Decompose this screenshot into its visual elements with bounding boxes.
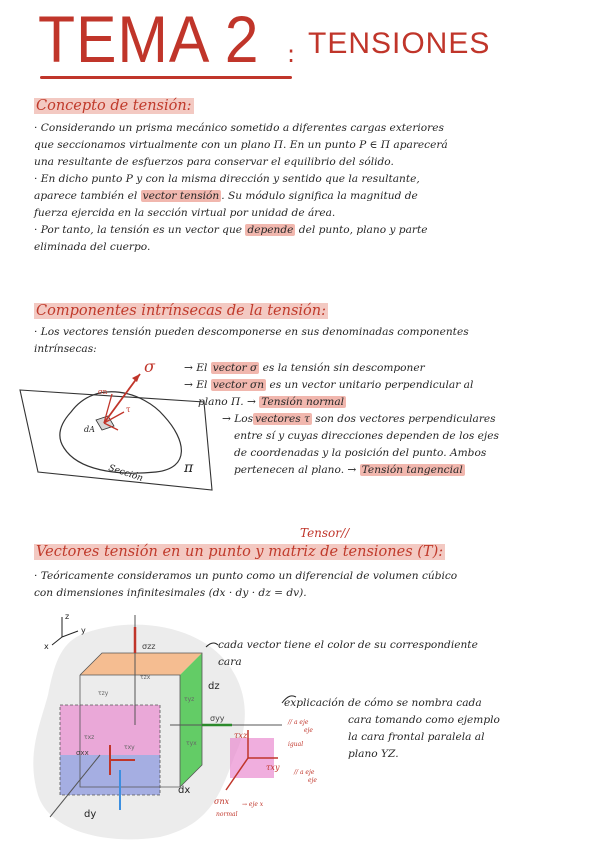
tzx-label: τzx (140, 674, 151, 681)
text-line: eliminada del cuerpo. (34, 241, 151, 253)
title-colon: : (287, 40, 296, 68)
text-line: una resultante de esfuerzos para conservar el equilibrio del sólido. (34, 156, 394, 168)
text-line: · Teóricamente consideramos un punto como un diferencial de volumen cúbico (34, 570, 458, 582)
text-line: aparece también el vector tensión . Su módulo significa la magnitud de (34, 190, 418, 202)
dA-label: dA (84, 425, 95, 434)
detail-snx-label: σnx (214, 797, 230, 806)
dx-label: dx (178, 785, 191, 796)
text-line: fuerza ejercida en la sección virtual por unidad de área. (34, 207, 336, 219)
tau-label: τ (126, 405, 131, 414)
sn-label: σn (98, 388, 108, 396)
detail-eje-x-label: → eje x (242, 801, 264, 808)
detail-txz-label: τxz (234, 731, 248, 740)
detail-paralela2-label: // a eje (294, 769, 315, 776)
title-main: TEMA 2 (38, 2, 260, 76)
tzy-label: τzy (98, 690, 109, 697)
bullet-tau: → Los vectores τ son dos vectores perpendiculares (222, 413, 496, 425)
text-line: cara tomando como ejemplo (348, 714, 500, 726)
detail-txy-label: τxy (266, 763, 280, 772)
dz-label: dz (208, 681, 220, 692)
text-line: la cara frontal paralela al (348, 731, 485, 743)
szz-label: σzz (142, 642, 156, 651)
page-title (38, 4, 259, 74)
detail-paralela1-label: // a eje (288, 719, 309, 726)
text-line: explicación de cómo se nombra cada (284, 697, 482, 709)
detail-paralela1b-label: eje (304, 727, 313, 734)
txz-label: τxz (84, 734, 95, 741)
axis-z-label: z (65, 612, 70, 621)
section2-heading: Componentes intrínsecas de la tensión: (36, 303, 326, 319)
section1-body (34, 120, 448, 256)
text-line: pertenecen al plano. → Tensión tangencial (234, 464, 463, 476)
axis-x-label: x (44, 642, 49, 651)
text-line: cada vector tiene el color de su correspondiente (218, 639, 478, 651)
section3-heading: Vectores tensión en un punto y matriz de tensiones (T): (36, 544, 444, 560)
detail-paralela2b-label: eje (308, 777, 317, 784)
detail-igual-label: igual (288, 741, 304, 748)
sigma-label: σ (144, 357, 155, 376)
page-subtitle: TENSIONES (308, 27, 491, 60)
title-underline (40, 76, 292, 79)
highlight-depende: depende (247, 224, 294, 236)
detail-normal-label: normal (216, 811, 238, 818)
bullet-sn: → El vector σn es un vector unitario perpendicular al (184, 379, 474, 391)
text-line: · Los vectores tensión pueden descomponerse en sus denominadas componentes (34, 326, 469, 338)
text-line: · Por tanto, la tensión es un vector que depende del punto, plano y parte (34, 224, 428, 236)
face-right (180, 653, 202, 787)
pi-label: π (184, 460, 194, 476)
text-line: · Considerando un prisma mecánico sometido a diferentes cargas exteriores (34, 122, 444, 134)
bullet-sn-line2: plano Π. → Tensión normal (198, 396, 345, 408)
tyx-label: τyx (186, 740, 197, 747)
bullet-sigma: → El vector σ es la tensión sin descomponer (184, 362, 425, 374)
text-line: plano YZ. (348, 748, 399, 760)
section1-heading: Concepto de tensión: (36, 98, 192, 114)
tensor-note: Tensor// (300, 526, 350, 540)
text-line: con dimensiones infinitesimales (dx · dy · dz = dv). (34, 587, 307, 599)
syy-label: σyy (210, 714, 225, 723)
highlight-vector-tension: vector tensión (142, 190, 220, 202)
text-line: entre sí y cuyas direcciones dependen de los ejes (234, 430, 499, 442)
text-line: que seccionamos virtualmente con un plano Π. En un punto P ∈ Π aparecerá (34, 139, 448, 151)
text-line: cara (218, 656, 242, 668)
tyz-label: τyz (184, 696, 195, 703)
note-colors (218, 637, 478, 671)
section3-intro (34, 568, 457, 602)
sxx-label: σxx (76, 749, 89, 757)
txy-label: τxy (124, 744, 135, 751)
sigma-arrow (104, 374, 140, 423)
section-outline (60, 392, 182, 473)
axis-y-label: y (81, 626, 86, 635)
section2-bullets (184, 360, 499, 479)
axis-y (62, 631, 78, 637)
dy-label: dy (84, 809, 97, 820)
seccion-label: Sección (107, 463, 145, 484)
text-line: de coordenadas y la posición del punto. Ambos (234, 447, 487, 459)
note-naming (284, 695, 500, 763)
sigma-arrowhead (132, 374, 140, 382)
text-line: · En dicho punto P y con la misma dirección y sentido que la resultante, (34, 173, 420, 185)
axis-x (52, 637, 62, 645)
text-line: intrínsecas: (34, 343, 97, 355)
